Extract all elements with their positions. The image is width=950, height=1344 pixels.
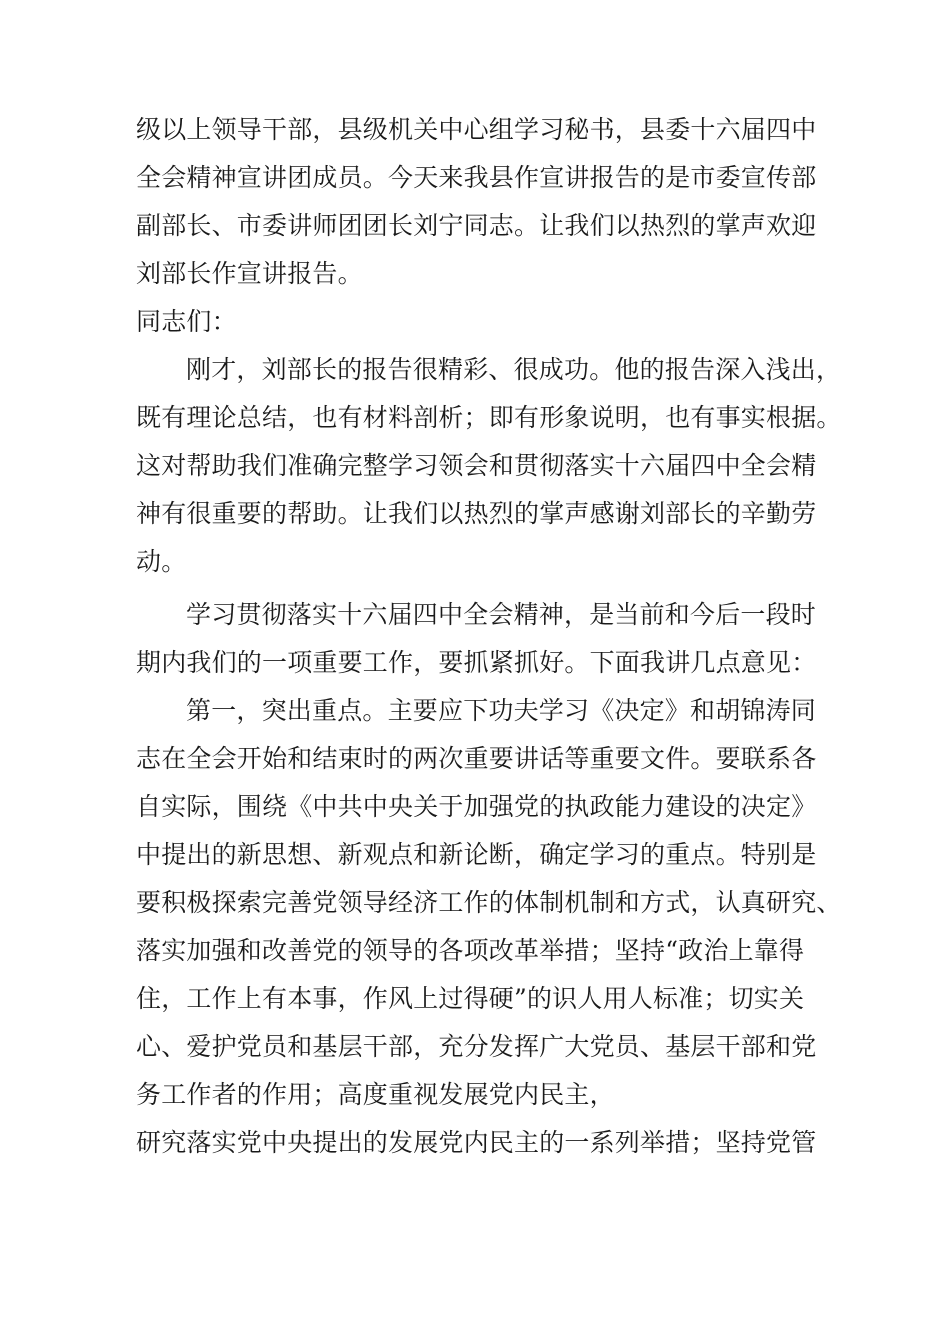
text-line: 中提出的新思想、新观点和新论断，确定学习的重点。特别是	[136, 840, 817, 869]
text-line: 研究落实党中央提出的发展党内民主的一系列举措；坚持党管	[136, 1128, 817, 1157]
text-line: 既有理论总结，也有材料剖析；即有形象说明，也有事实根据。	[136, 403, 842, 432]
text-line: 全会精神宣讲团成员。今天来我县作宣讲报告的是市委宣传部	[136, 163, 817, 192]
text-line: 第一，突出重点。主要应下功夫学习《决定》和胡锦涛同	[186, 696, 817, 725]
text-line: 落实加强和改善党的领导的各项改革举措；坚持“政治上靠得	[136, 936, 805, 965]
text-line: 住，工作上有本事，作风上过得硬”的识人用人标准；切实关	[136, 984, 805, 1013]
text-line: 要积极探索完善党领导经济工作的体制机制和方式，认真研究、	[136, 888, 842, 917]
text-line: 这对帮助我们准确完整学习领会和贯彻落实十六届四中全会精	[136, 451, 817, 480]
document-body	[136, 106, 842, 1167]
text-line: 务工作者的作用；高度重视发展党内民主，	[136, 1080, 615, 1109]
text-line: 心、爱护党员和基层干部，充分发挥广大党员、基层干部和党	[136, 1032, 817, 1061]
salutation: 同志们：	[136, 307, 237, 336]
text-line: 动。	[136, 547, 187, 576]
text-line: 期内我们的一项重要工作，要抓紧抓好。下面我讲几点意见：	[136, 648, 817, 677]
text-line: 级以上领导干部，县级机关中心组学习秘书，县委十六届四中	[136, 115, 817, 144]
text-line: 神有很重要的帮助。让我们以热烈的掌声感谢刘部长的辛勤劳	[136, 499, 817, 528]
text-line: 刘部长作宣讲报告。	[136, 259, 363, 288]
text-line: 刚才，刘部长的报告很精彩、很成功。他的报告深入浅出，	[186, 355, 842, 384]
text-line: 志在全会开始和结束时的两次重要讲话等重要文件。要联系各	[136, 744, 817, 773]
text-line: 副部长、市委讲师团团长刘宁同志。让我们以热烈的掌声欢迎	[136, 211, 817, 240]
text-line: 学习贯彻落实十六届四中全会精神，是当前和今后一段时	[186, 600, 817, 629]
text-line: 自实际，围绕《中共中央关于加强党的执政能力建设的决定》	[136, 792, 817, 821]
